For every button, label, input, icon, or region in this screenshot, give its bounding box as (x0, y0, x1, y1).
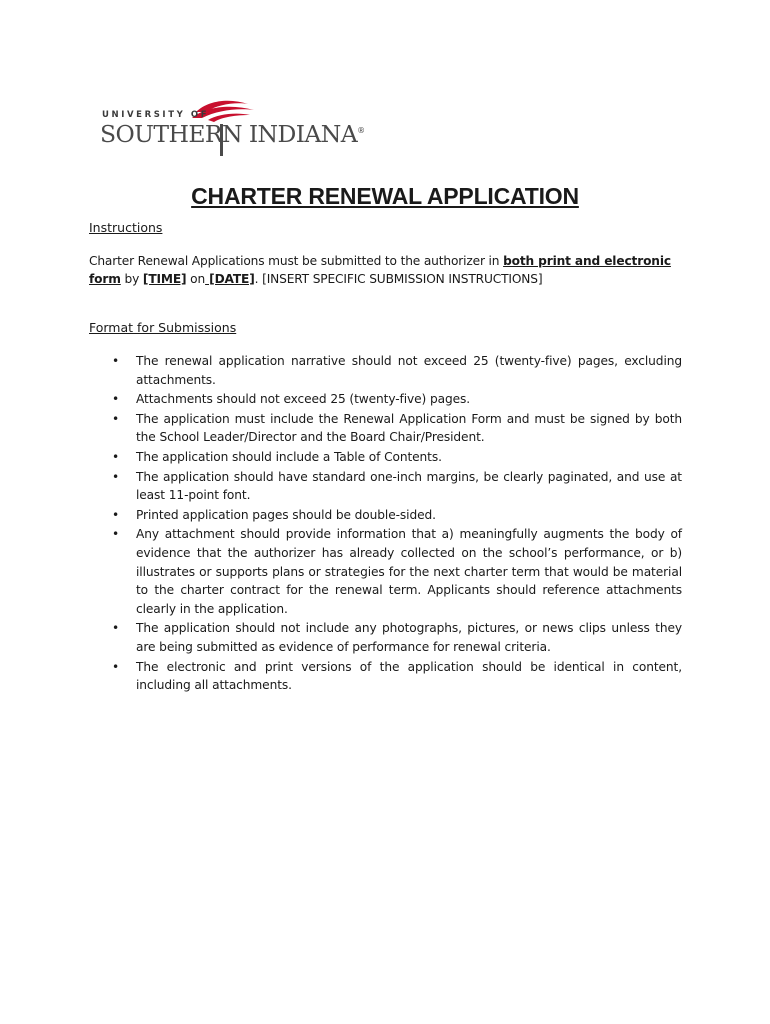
intro-text-2: by (120, 272, 143, 286)
bullet-icon: • (112, 411, 120, 426)
list-item-text: Attachments should not exceed 25 (twenty-five) pages. (136, 392, 471, 407)
list-item (110, 352, 682, 389)
bullet-icon: • (112, 527, 120, 542)
list-item-text: The application should include a Table of Contents. (136, 449, 442, 464)
bullet-icon: • (112, 621, 120, 636)
page-title: CHARTER RENEWAL APPLICATION (191, 183, 579, 209)
bullet-icon: • (112, 392, 120, 407)
list-item (110, 506, 682, 525)
logo-name: SOUTHERN INDIANA (100, 120, 358, 148)
bullet-icon: • (112, 449, 120, 464)
intro-text-4: . [INSERT SPECIFIC SUBMISSION INSTRUCTIONS] (254, 272, 543, 286)
format-list (110, 352, 682, 696)
list-item (110, 390, 682, 409)
intro-bold-3: [DATE] (205, 272, 255, 286)
bullet-icon: • (112, 469, 120, 484)
list-item (110, 448, 682, 467)
instructions-heading: Instructions (89, 220, 163, 235)
bullet-icon: • (112, 354, 120, 368)
list-item-text: The renewal application narrative should not exceed 25 (twenty-five) pages, excluding attachments. (136, 354, 682, 387)
list-item-text: The electronic and print versions of the application should be identical in content, including all attachments. (136, 659, 682, 693)
intro-bold-1: both print and electronic form (89, 254, 671, 286)
intro-text-1: Charter Renewal Applications must be submitted to the authorizer in (89, 254, 504, 268)
logo-registered-mark: ® (357, 126, 365, 136)
logo-top-text: UNIVERSITY OF (102, 110, 210, 120)
list-item (110, 468, 682, 505)
list-item-text: Any attachment should provide information that a) meaningfully augments the body of evidence that the authorizer has already collected on the school’s performance, or b) illustrates or supports plans or strategies for the next charter term that would be material to the charter contract for the renewal term. Applicants should reference attachments clearly in the application. (136, 527, 682, 616)
intro-bold-2: [TIME] (142, 272, 187, 286)
list-item-text: The application should have standard one-inch margins, be clearly paginated, and use at least 11-point font. (136, 469, 682, 503)
bullet-icon: • (112, 507, 120, 522)
logo-main-text (100, 120, 365, 148)
list-item (110, 525, 682, 618)
list-item-text: The application must include the Renewal Application Form and must be signed by both the School Leader/Director and the Board Chair/President. (136, 411, 682, 445)
list-item (110, 619, 682, 656)
list-item-text: The application should not include any photographs, pictures, or news clips unless they are being submitted as evidence of performance for renewal criteria. (136, 621, 682, 654)
bullet-icon: • (112, 659, 120, 674)
intro-text-3: on (186, 272, 206, 286)
format-heading: Format for Submissions (89, 320, 237, 335)
list-item (110, 410, 682, 447)
university-logo (100, 98, 365, 162)
list-item-text: Printed application pages should be double-sided. (136, 507, 436, 522)
instructions-paragraph (89, 252, 689, 288)
list-item (110, 658, 682, 695)
